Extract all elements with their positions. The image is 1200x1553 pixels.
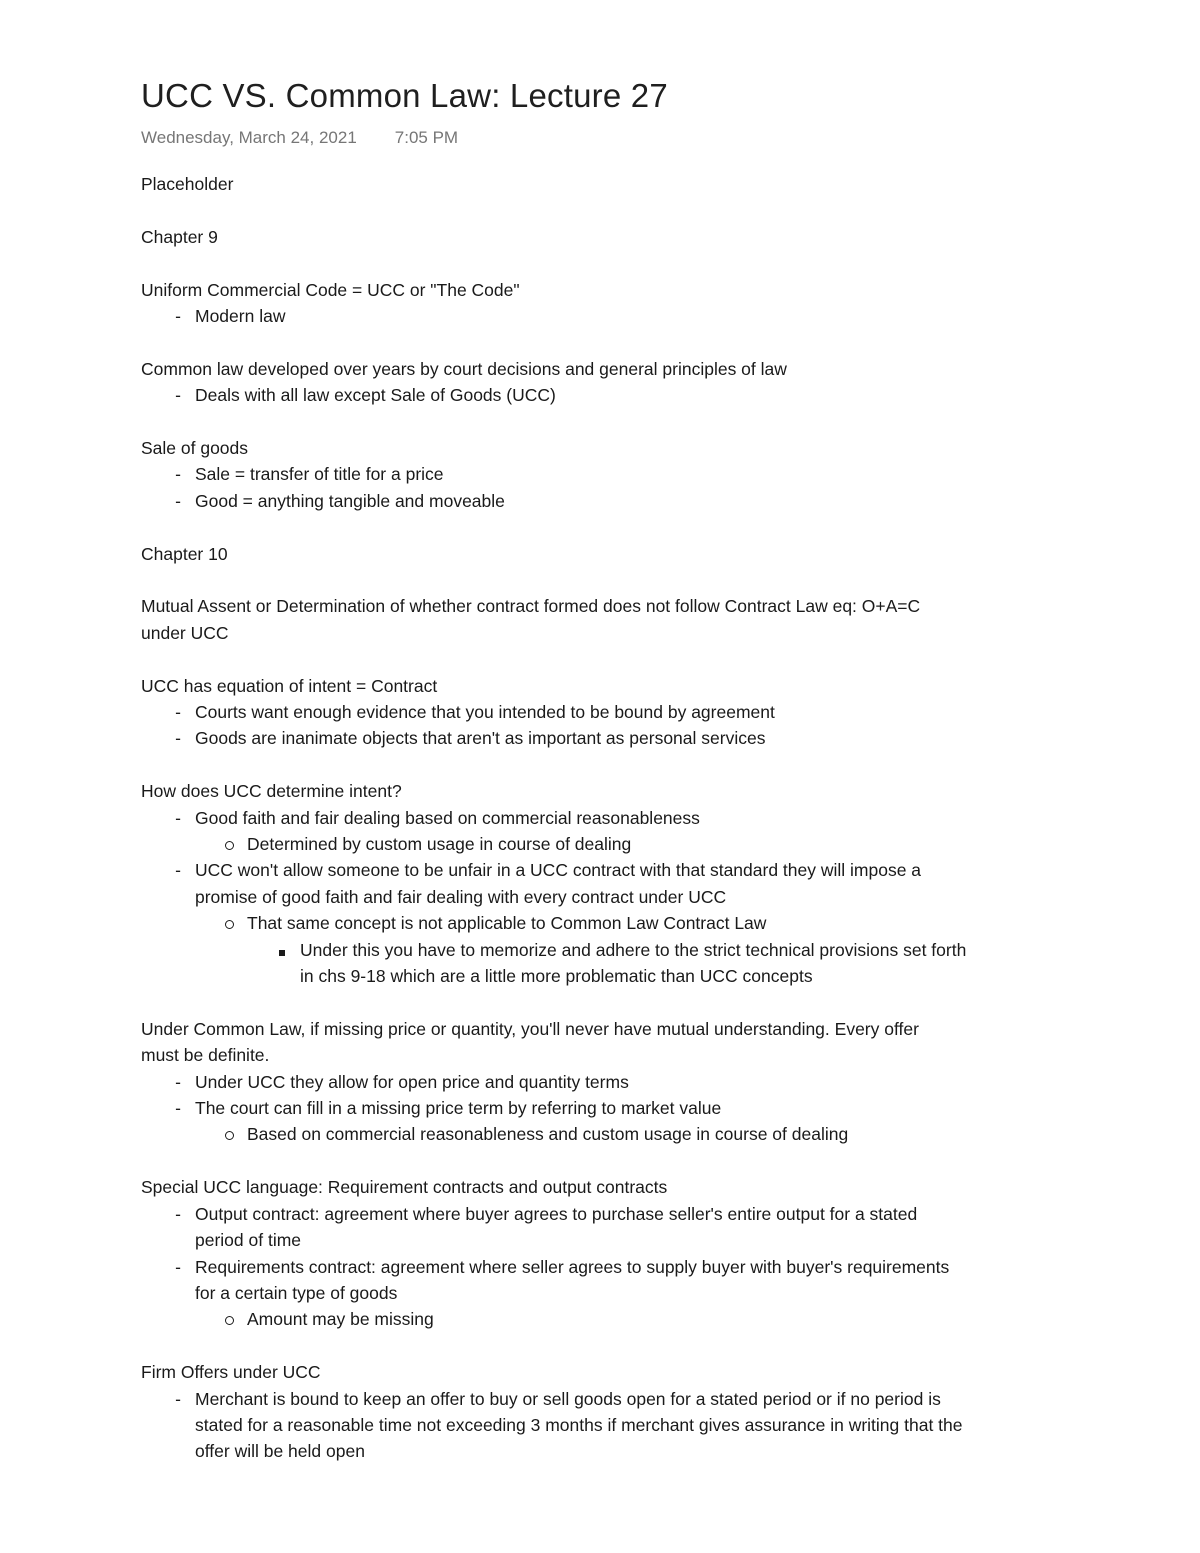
note-date: Wednesday, March 24, 2021 <box>141 128 357 147</box>
text-line: under UCC <box>141 622 229 643</box>
list-item <box>141 1254 1076 1307</box>
text-line: promise of good faith and fair dealing with every contract under UCC <box>195 886 727 907</box>
circle-bullet-icon <box>219 1306 239 1332</box>
text-line: Merchant is bound to keep an offer to buy or sell goods open for a stated period or if no period is <box>195 1388 941 1409</box>
blank-line <box>141 1333 1076 1359</box>
text-line: Courts want enough evidence that you intended to be bound by agreement <box>195 702 775 723</box>
page-title: UCC VS. Common Law: Lecture 27 <box>141 77 668 114</box>
square-bullet-icon <box>272 937 292 963</box>
circle-bullet-icon <box>219 910 239 936</box>
text-line: period of time <box>195 1230 302 1251</box>
list-item <box>141 699 1076 725</box>
text-line: Under this you have to memorize and adhere to the strict technical provisions set forth <box>300 939 967 960</box>
dash-bullet-icon: - <box>175 807 181 828</box>
paragraph <box>141 541 1076 567</box>
list-item <box>141 488 1076 514</box>
circle-bullet-icon <box>219 831 239 857</box>
blank-line <box>141 567 1076 593</box>
text-line: Uniform Commercial Code = UCC or "The Code" <box>141 279 520 300</box>
dash-bullet-icon: - <box>175 306 181 326</box>
bullet-list <box>141 382 1076 408</box>
list-item <box>141 1069 1076 1095</box>
list-item <box>141 910 1076 936</box>
list-item <box>141 725 1076 751</box>
text-line: Output contract: agreement where buyer agrees to purchase seller's entire output for a stated <box>195 1203 918 1224</box>
paragraph <box>141 593 1076 646</box>
list-item <box>141 303 1076 329</box>
bullet-list <box>141 805 1076 990</box>
list-item <box>141 831 1076 857</box>
text-line: UCC has equation of intent = Contract <box>141 675 438 696</box>
bullet-list <box>141 461 1076 514</box>
dash-bullet-icon: - <box>175 1388 181 1409</box>
paragraph <box>141 1016 1076 1069</box>
blank-line <box>141 329 1076 355</box>
text-line: in chs 9-18 which are a little more problematic than UCC concepts <box>300 966 813 987</box>
note-timestamp <box>141 128 1076 148</box>
blank-line <box>141 409 1076 435</box>
text-line: Determined by custom usage in course of dealing <box>247 834 632 855</box>
paragraph <box>141 1359 1076 1385</box>
list-item <box>141 805 1076 831</box>
text-line: offer will be held open <box>195 1441 365 1462</box>
blank-line <box>141 250 1076 276</box>
blank-line <box>141 752 1076 778</box>
text-line: Requirements contract: agreement where seller agrees to supply buyer with buyer's requirements <box>195 1256 950 1277</box>
text-line: Goods are inanimate objects that aren't as important as personal services <box>195 728 766 749</box>
paragraph <box>141 224 1076 250</box>
list-item <box>141 1306 1076 1332</box>
list-item <box>141 937 1076 990</box>
bullet-list <box>141 1201 1076 1333</box>
note-page <box>141 76 1076 1465</box>
paragraph <box>141 1174 1076 1200</box>
list-item <box>141 1201 1076 1254</box>
text-line: Deals with all law except Sale of Goods (UCC) <box>195 385 556 406</box>
dash-bullet-icon: - <box>175 385 181 406</box>
text-line: Chapter 9 <box>141 226 218 247</box>
text-line: must be definite. <box>141 1045 270 1066</box>
text-line: Sale of goods <box>141 438 249 458</box>
text-line: Common law developed over years by court decisions and general principles of law <box>141 358 787 379</box>
text-line: That same concept is not applicable to Common Law Contract Law <box>247 913 767 934</box>
dash-bullet-icon: - <box>175 1098 181 1119</box>
paragraph <box>141 435 1076 461</box>
text-line: for a certain type of goods <box>195 1282 398 1303</box>
bullet-list <box>141 1069 1076 1148</box>
dash-bullet-icon: - <box>175 728 181 749</box>
text-line: Sale = transfer of title for a price <box>195 464 444 485</box>
dash-bullet-icon: - <box>175 464 181 485</box>
paragraph <box>141 778 1076 804</box>
blank-line <box>141 646 1076 672</box>
blank-line <box>141 989 1076 1015</box>
bullet-list <box>141 699 1076 752</box>
text-line: Special UCC language: Requirement contracts and output contracts <box>141 1177 668 1198</box>
dash-bullet-icon: - <box>175 1071 181 1092</box>
paragraph <box>141 356 1076 382</box>
text-line: Based on commercial reasonableness and custom usage in course of dealing <box>247 1124 849 1145</box>
text-line: stated for a reasonable time not exceeding 3 months if merchant gives assurance in writing that the <box>195 1414 963 1435</box>
dash-bullet-icon: - <box>175 860 181 881</box>
text-line: UCC won't allow someone to be unfair in a UCC contract with that standard they will impose a <box>195 860 922 881</box>
text-line: How does UCC determine intent? <box>141 781 402 802</box>
text-line: Amount may be missing <box>247 1309 434 1330</box>
text-line: Modern law <box>195 306 286 326</box>
text-line: Firm Offers under UCC <box>141 1362 321 1383</box>
list-item <box>141 382 1076 408</box>
paragraph <box>141 673 1076 699</box>
list-item <box>141 1095 1076 1121</box>
list-item <box>141 1386 1076 1465</box>
text-line: Good = anything tangible and moveable <box>195 490 505 511</box>
dash-bullet-icon: - <box>175 1256 181 1277</box>
note-time: 7:05 PM <box>394 128 459 147</box>
text-line: Chapter 10 <box>141 543 228 564</box>
text-line: Under Common Law, if missing price or quantity, you'll never have mutual understanding. Every offer <box>141 1018 919 1039</box>
list-item <box>141 461 1076 487</box>
blank-line <box>141 197 1076 223</box>
paragraph <box>141 277 1076 303</box>
blank-line <box>141 514 1076 540</box>
list-item <box>141 857 1076 910</box>
dash-bullet-icon: - <box>175 490 181 511</box>
text-line: Mutual Assent or Determination of whether contract formed does not follow Contract Law eq: O+A=C <box>141 596 921 617</box>
paragraph <box>141 171 1076 197</box>
bullet-list <box>141 1386 1076 1465</box>
dash-bullet-icon: - <box>175 702 181 723</box>
blank-line <box>141 1148 1076 1174</box>
bullet-list <box>141 303 1076 329</box>
dash-bullet-icon: - <box>175 1203 181 1224</box>
note-body <box>141 171 1076 1465</box>
text-line: The court can fill in a missing price term by referring to market value <box>195 1098 722 1119</box>
text-line: Under UCC they allow for open price and quantity terms <box>195 1071 629 1092</box>
list-item <box>141 1121 1076 1147</box>
circle-bullet-icon <box>219 1121 239 1147</box>
text-line: Placeholder <box>141 174 234 194</box>
text-line: Good faith and fair dealing based on commercial reasonableness <box>195 807 700 828</box>
